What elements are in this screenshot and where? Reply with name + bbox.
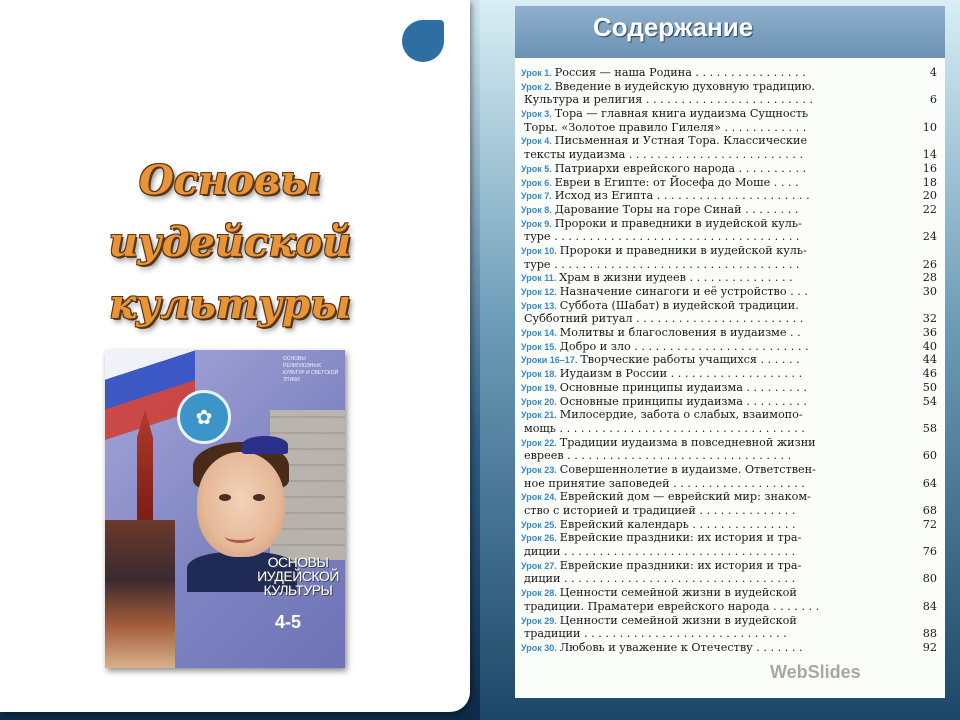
toc-page-number: 22 [922, 202, 937, 216]
watermark: WebSlides [770, 662, 861, 682]
toc-page-number: 20 [922, 189, 937, 203]
toc-entry-text: Введение в иудейскую духовную традицию. [554, 79, 815, 93]
toc-lesson-label: Урок 25. [521, 519, 557, 530]
toc-entry-text: Тора — главная книга иудаизма Сущность [554, 107, 809, 121]
toc-page-number: 68 [922, 504, 937, 517]
toc-entry-text: Иудаизм в России . . . . . . . . . . . . . . . . . . . [559, 367, 803, 381]
toc-row [521, 162, 941, 176]
toc-row [521, 107, 941, 121]
toc-entry-text: Еврейские праздники: их история и тра- [559, 531, 802, 545]
toc-entry-text: Патриархи еврейского народа . . . . . . . . . . [554, 161, 807, 175]
toc-lesson-label: Урок 15. [521, 341, 557, 352]
contents-header-bar [515, 6, 945, 58]
tree-emblem-icon: ✿ [177, 390, 231, 444]
toc-entry-text: Еврейские праздники: их история и тра- [559, 558, 802, 572]
toc-lesson-label: Урок 24. [521, 492, 557, 503]
toc-page-number: 24 [922, 230, 937, 244]
toc-page-number: 44 [922, 353, 937, 367]
toc-entry-text: диции . . . . . . . . . . . . . . . . . . . . . . . . . . . . . . . . . [524, 545, 796, 559]
toc-lesson-label: Урок 12. [521, 287, 557, 297]
toc-page-number: 16 [922, 161, 937, 175]
decorative-dot [402, 20, 444, 62]
toc-row [521, 436, 941, 450]
toc-entry-text: Традиции иудаизма в повседневной жизни [559, 435, 816, 449]
toc-entry-text: Ценности семейной жизни в иудейской [559, 586, 797, 600]
toc-row [521, 230, 941, 244]
toc-row [521, 395, 941, 409]
toc-row [521, 148, 941, 162]
toc-lesson-label: Урок 19. [521, 382, 557, 393]
boy-eye-left [219, 494, 231, 501]
toc-page-number: 36 [922, 326, 937, 340]
toc-page-number: 10 [922, 120, 937, 134]
toc-page-number: 60 [922, 449, 937, 463]
toc-page-number: 50 [922, 380, 937, 394]
toc-entry-text: Субботний ритуал . . . . . . . . . . . . . . . . . . . . . . . . [524, 312, 804, 326]
toc-page-number: 32 [922, 312, 937, 326]
book-header-text: ОСНОВЫ РЕЛИГИОЗНЫХ КУЛЬТУР И СВЕТСКОЙ ЭТИКИ [283, 356, 339, 383]
toc-lesson-label: Урок 18. [521, 369, 557, 380]
toc-row [521, 271, 941, 285]
toc-row [521, 312, 941, 326]
toc-page-number: 80 [922, 572, 937, 586]
toc-page-number: 46 [922, 367, 937, 381]
toc-lesson-label: Уроки 16–17. [521, 355, 578, 366]
book-subtitle: ОСНОВЫ ИУДЕЙСКОЙ КУЛЬТУРЫ [257, 554, 339, 598]
toc-page-number: 84 [922, 599, 937, 613]
toc-entry-text: Дарование Торы на горе Синай . . . . . . . . [554, 202, 799, 216]
toc-row [521, 477, 941, 491]
toc-row [521, 518, 941, 532]
toc-page-number: 54 [922, 394, 937, 408]
toc-lesson-label: Урок 29. [521, 615, 557, 626]
toc-lesson-label: Урок 11. [521, 273, 557, 284]
photo-collage-strip [105, 520, 175, 668]
toc-row [521, 408, 941, 422]
toc-entry-text: Храм в жизни иудеев . . . . . . . . . . . . . . . [559, 271, 793, 285]
toc-lesson-label: Урок 26. [521, 533, 557, 544]
toc-page-number: 76 [922, 545, 937, 559]
toc-page-number: 40 [922, 339, 937, 353]
slide-title [80, 150, 380, 336]
toc-lesson-label: Урок 7. [521, 191, 552, 202]
toc-row [521, 80, 941, 94]
toc-entry-text: туре . . . . . . . . . . . . . . . . . . . . . . . . . . . . . . . . . . . [524, 230, 800, 244]
toc-entry-text: традиции. Праматери еврейского народа . . . . . . . [524, 599, 820, 613]
toc-entry-text: Назначение синагоги и её устройство . . . [559, 285, 808, 298]
toc-row [521, 217, 941, 231]
toc-row [521, 66, 941, 80]
toc-entry-text: Россия — наша Родина . . . . . . . . . . . . . . . . [554, 66, 806, 79]
toc-page-number: 92 [922, 640, 937, 654]
toc-entry-text: Творческие работы учащихся . . . . . . [580, 353, 800, 367]
toc-page-number: 64 [922, 476, 937, 490]
toc-lesson-label: Урок 8. [521, 204, 552, 215]
toc-row [521, 463, 941, 477]
toc-lesson-label: Урок 10. [521, 245, 557, 256]
toc-row [521, 244, 941, 258]
toc-row [521, 600, 941, 614]
title-line-2: иудейской [108, 219, 352, 266]
toc-entry-text: Пророки и праведники в иудейской куль- [554, 216, 802, 230]
toc-row [521, 176, 941, 190]
toc-lesson-label: Урок 30. [521, 642, 557, 653]
toc-lesson-label: Урок 2. [521, 81, 552, 92]
toc-row [521, 285, 941, 299]
toc-row [521, 121, 941, 135]
toc-lesson-label: Урок 20. [521, 396, 557, 407]
toc-row [521, 586, 941, 600]
toc-lesson-label: Урок 23. [521, 464, 557, 475]
toc-lesson-label: Урок 4. [521, 136, 552, 147]
book-grade: 4-5 [275, 612, 302, 632]
contents-title: Содержание [593, 12, 754, 42]
toc-page-number: 30 [922, 285, 937, 298]
toc-row [521, 572, 941, 586]
toc-lesson-label: Урок 3. [521, 109, 552, 120]
toc-row [521, 353, 941, 367]
toc-row [521, 504, 941, 518]
toc-page-number: 88 [922, 627, 937, 641]
contents-list [521, 66, 941, 655]
toc-row [521, 134, 941, 148]
toc-lesson-label: Урок 22. [521, 437, 557, 448]
toc-row [521, 559, 941, 573]
toc-entry-text: Основные принципы иудаизма . . . . . . . . . [559, 380, 807, 394]
toc-lesson-label: Урок 14. [521, 328, 557, 339]
toc-lesson-label: Урок 28. [521, 588, 557, 599]
toc-row [521, 299, 941, 313]
toc-page-number: 72 [922, 517, 937, 531]
kippah [242, 436, 288, 454]
boy-eye-right [253, 494, 265, 501]
toc-row [521, 545, 941, 559]
toc-lesson-label: Урок 9. [521, 218, 552, 229]
toc-row [521, 614, 941, 628]
toc-lesson-label: Урок 21. [521, 410, 557, 421]
toc-page-number: 58 [922, 421, 937, 435]
toc-page-number: 26 [922, 257, 937, 271]
toc-entry-text: евреев . . . . . . . . . . . . . . . . . . . . . . . . . . . . . . . . [524, 449, 792, 463]
contents-page [515, 6, 945, 698]
toc-lesson-label: Урок 5. [521, 163, 552, 174]
toc-lesson-label: Урок 6. [521, 177, 552, 188]
title-line-3: культуры [109, 281, 351, 328]
toc-row [521, 627, 941, 641]
toc-row [521, 490, 941, 504]
toc-entry-text: Еврейский дом — еврейский мир: знаком- [559, 490, 811, 504]
toc-entry-text: туре . . . . . . . . . . . . . . . . . . . . . . . . . . . . . . . . . . . [524, 257, 800, 271]
toc-row [521, 367, 941, 381]
toc-entry-text: Милосердие, забота о слабых, взаимопо- [559, 408, 803, 422]
toc-entry-text: Культура и религия . . . . . . . . . . . . . . . . . . . . . . . . [524, 93, 814, 107]
boy-mouth [225, 530, 255, 543]
toc-entry-text: ство с историей и традицией . . . . . . . . . . . . . . [524, 504, 796, 517]
toc-entry-text: Исход из Египта . . . . . . . . . . . . . . . . . . . . . . [554, 189, 810, 203]
toc-entry-text: Еврейский календарь . . . . . . . . . . . . . . . [559, 517, 796, 531]
toc-row [521, 189, 941, 203]
toc-entry-text: Суббота (Шабат) в иудейской традиции. [559, 298, 799, 312]
toc-row [521, 258, 941, 272]
toc-entry-text: тексты иудаизма . . . . . . . . . . . . . . . . . . . . . . . . . [524, 148, 804, 162]
toc-page-number: 14 [922, 148, 937, 162]
toc-entry-text: диции . . . . . . . . . . . . . . . . . . . . . . . . . . . . . . . . . [524, 572, 796, 586]
toc-page-number: 4 [929, 66, 937, 79]
toc-page-number: 28 [922, 271, 937, 285]
toc-row [521, 641, 941, 655]
toc-entry-text: Основные принципы иудаизма . . . . . . . . . [559, 394, 807, 408]
toc-entry-text: Ценности семейной жизни в иудейской [559, 613, 797, 627]
toc-lesson-label: Урок 13. [521, 300, 557, 311]
toc-row [521, 93, 941, 107]
toc-entry-text: Любовь и уважение к Отечеству . . . . . . . [559, 640, 803, 654]
toc-row [521, 203, 941, 217]
toc-entry-text: Письменная и Устная Тора. Классические [554, 134, 808, 148]
toc-entry-text: Молитвы и благословения в иудаизме . . [559, 326, 801, 340]
toc-page-number: 6 [929, 93, 937, 107]
toc-entry-text: мощь . . . . . . . . . . . . . . . . . . . . . . . . . . . . . . . . . . . [524, 421, 805, 435]
toc-entry-text: Совершеннолетие в иудаизме. Ответствен- [559, 462, 816, 476]
toc-page-number: 18 [922, 175, 937, 189]
toc-entry-text: Торы. «Золотое правило Гилеля» . . . . . . . . . . . . [524, 120, 807, 134]
toc-entry-text: ное принятие заповедей . . . . . . . . . . . . . . . . . . . [524, 476, 805, 490]
toc-row [521, 326, 941, 340]
toc-entry-text: Добро и зло . . . . . . . . . . . . . . . . . . . . . . . . . [559, 339, 809, 353]
toc-lesson-label: Урок 1. [521, 68, 552, 78]
slide-card [0, 0, 470, 712]
toc-entry-text: Евреи в Египте: от Йосефа до Моше . . . . [554, 175, 799, 189]
toc-entry-text: Пророки и праведники в иудейской куль- [559, 243, 807, 257]
toc-row [521, 422, 941, 436]
book-cover-image [105, 350, 345, 668]
toc-row [521, 381, 941, 395]
toc-row [521, 449, 941, 463]
title-line-1: Основы [138, 157, 321, 204]
toc-lesson-label: Урок 27. [521, 560, 557, 571]
toc-entry-text: традиции . . . . . . . . . . . . . . . . . . . . . . . . . . . . . [524, 627, 787, 641]
toc-row [521, 340, 941, 354]
toc-row [521, 531, 941, 545]
